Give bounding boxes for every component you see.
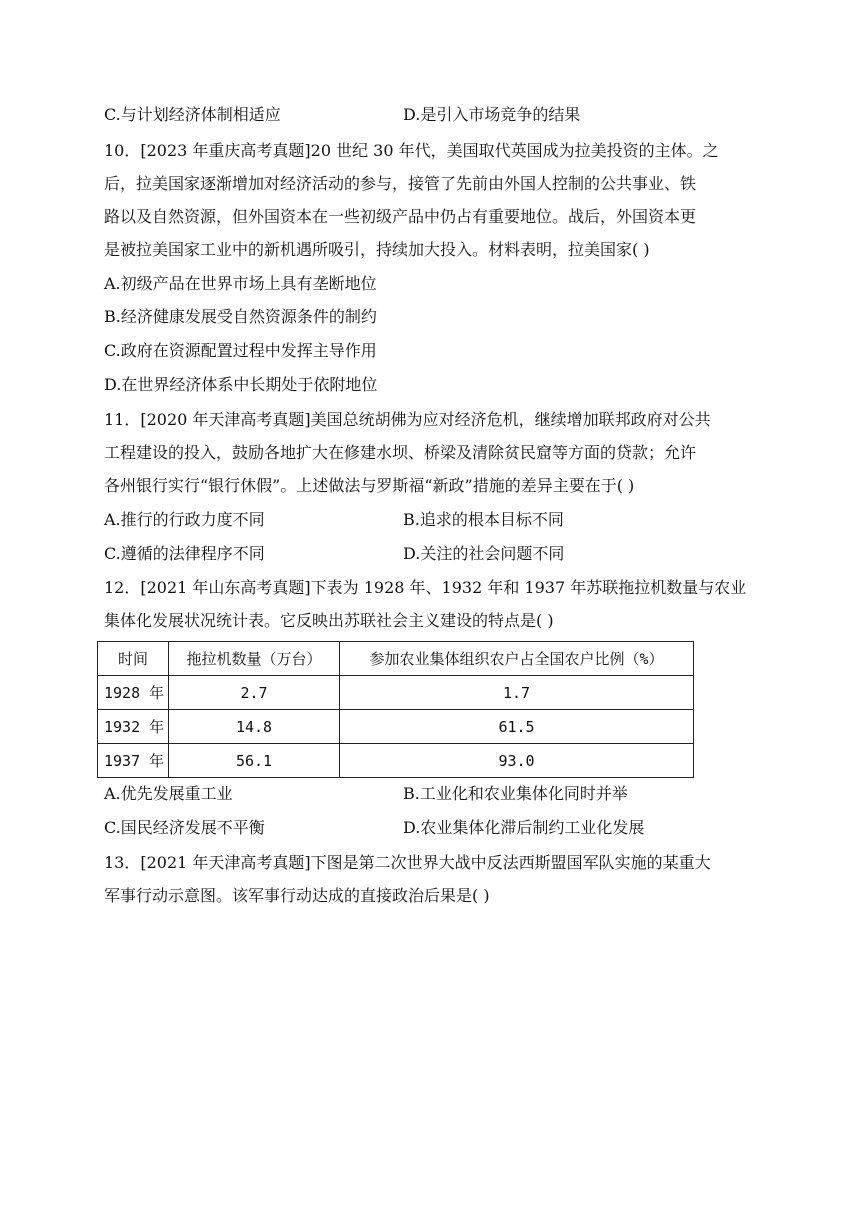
q13-stem-line-1: 13．[2021 年天津高考真题]下图是第二次世界大战中反法西斯盟国军队实施的某重大: [104, 853, 711, 872]
q12-option-d: D.农业集体化滞后制约工业化发展: [403, 818, 645, 837]
table-cell-tractors: 2.7: [169, 676, 340, 710]
q11-option-d: D.关注的社会问题不同: [403, 544, 565, 563]
q11-stem-line-2: 工程建设的投入，鼓励各地扩大在修建水坝、桥梁及清除贫民窟等方面的贷款；允许: [104, 443, 697, 462]
q11-stem-line-3: 各州银行实行“银行休假”。上述做法与罗斯福“新政”措施的差异主要在于( ): [104, 476, 635, 495]
tractor-collectivization-table: [97, 641, 694, 778]
q10-option-d: D.在世界经济体系中长期处于依附地位: [104, 375, 378, 394]
q9-option-c: C.与计划经济体制相适应: [104, 105, 281, 124]
table-cell-year: 1928 年: [98, 676, 169, 710]
table-cell-percent: 93.0: [340, 744, 694, 778]
q10-stem-line-3: 路以及自然资源，但外国资本在一些初级产品中仍占有重要地位。战后，外国资本更: [104, 207, 697, 226]
table-cell-year: 1937 年: [98, 744, 169, 778]
q11-option-b: B.追求的根本目标不同: [403, 510, 564, 529]
table-cell-percent: 61.5: [340, 710, 694, 744]
q9-option-d: D.是引入市场竞争的结果: [403, 105, 581, 124]
q10-stem-line-1: 10．[2023 年重庆高考真题]20 世纪 30 年代，美国取代英国成为拉美投资的主体。之: [104, 141, 719, 160]
table-cell-percent: 1.7: [340, 676, 694, 710]
table-header-cell: 时间: [98, 642, 169, 676]
q12-option-c: C.国民经济发展不平衡: [104, 818, 265, 837]
table-row: [98, 710, 694, 744]
table-cell-tractors: 56.1: [169, 744, 340, 778]
table-row: [98, 744, 694, 778]
table-header-row: [98, 642, 694, 676]
q11-option-a: A.推行的行政力度不同: [104, 510, 265, 529]
table-cell-tractors: 14.8: [169, 710, 340, 744]
q10-stem-line-4: 是被拉美国家工业中的新机遇所吸引，持续加大投入。材料表明，拉美国家( ): [104, 240, 650, 259]
q12-option-b: B.工业化和农业集体化同时并举: [403, 784, 628, 803]
q10-option-c: C.政府在资源配置过程中发挥主导作用: [104, 341, 377, 360]
table-header-cell: 参加农业集体组织农户占全国农户比例（%）: [340, 642, 694, 676]
table-header-cell: 拖拉机数量（万台）: [169, 642, 340, 676]
table-row: [98, 676, 694, 710]
table-cell-year: 1932 年: [98, 710, 169, 744]
q10-option-a: A.初级产品在世界市场上具有垄断地位: [104, 274, 377, 293]
q11-option-c: C.遵循的法律程序不同: [104, 544, 265, 563]
q10-stem-line-2: 后，拉美国家逐渐增加对经济活动的参与，接管了先前由外国人控制的公共事业、铁: [104, 174, 697, 193]
q12-stem-line-1: 12．[2021 年山东高考真题]下表为 1928 年、1932 年和 1937 年苏联拖拉机数量与农业: [104, 578, 747, 597]
q10-option-b: B.经济健康发展受自然资源条件的制约: [104, 307, 377, 326]
q12-option-a: A.优先发展重工业: [104, 784, 233, 803]
q12-stem-line-2: 集体化发展状况统计表。它反映出苏联社会主义建设的特点是( ): [104, 611, 554, 630]
q13-stem-line-2: 军事行动示意图。该军事行动达成的直接政治后果是( ): [104, 886, 490, 905]
q11-stem-line-1: 11．[2020 年天津高考真题]美国总统胡佛为应对经济危机，继续增加联邦政府对公共: [104, 410, 711, 429]
